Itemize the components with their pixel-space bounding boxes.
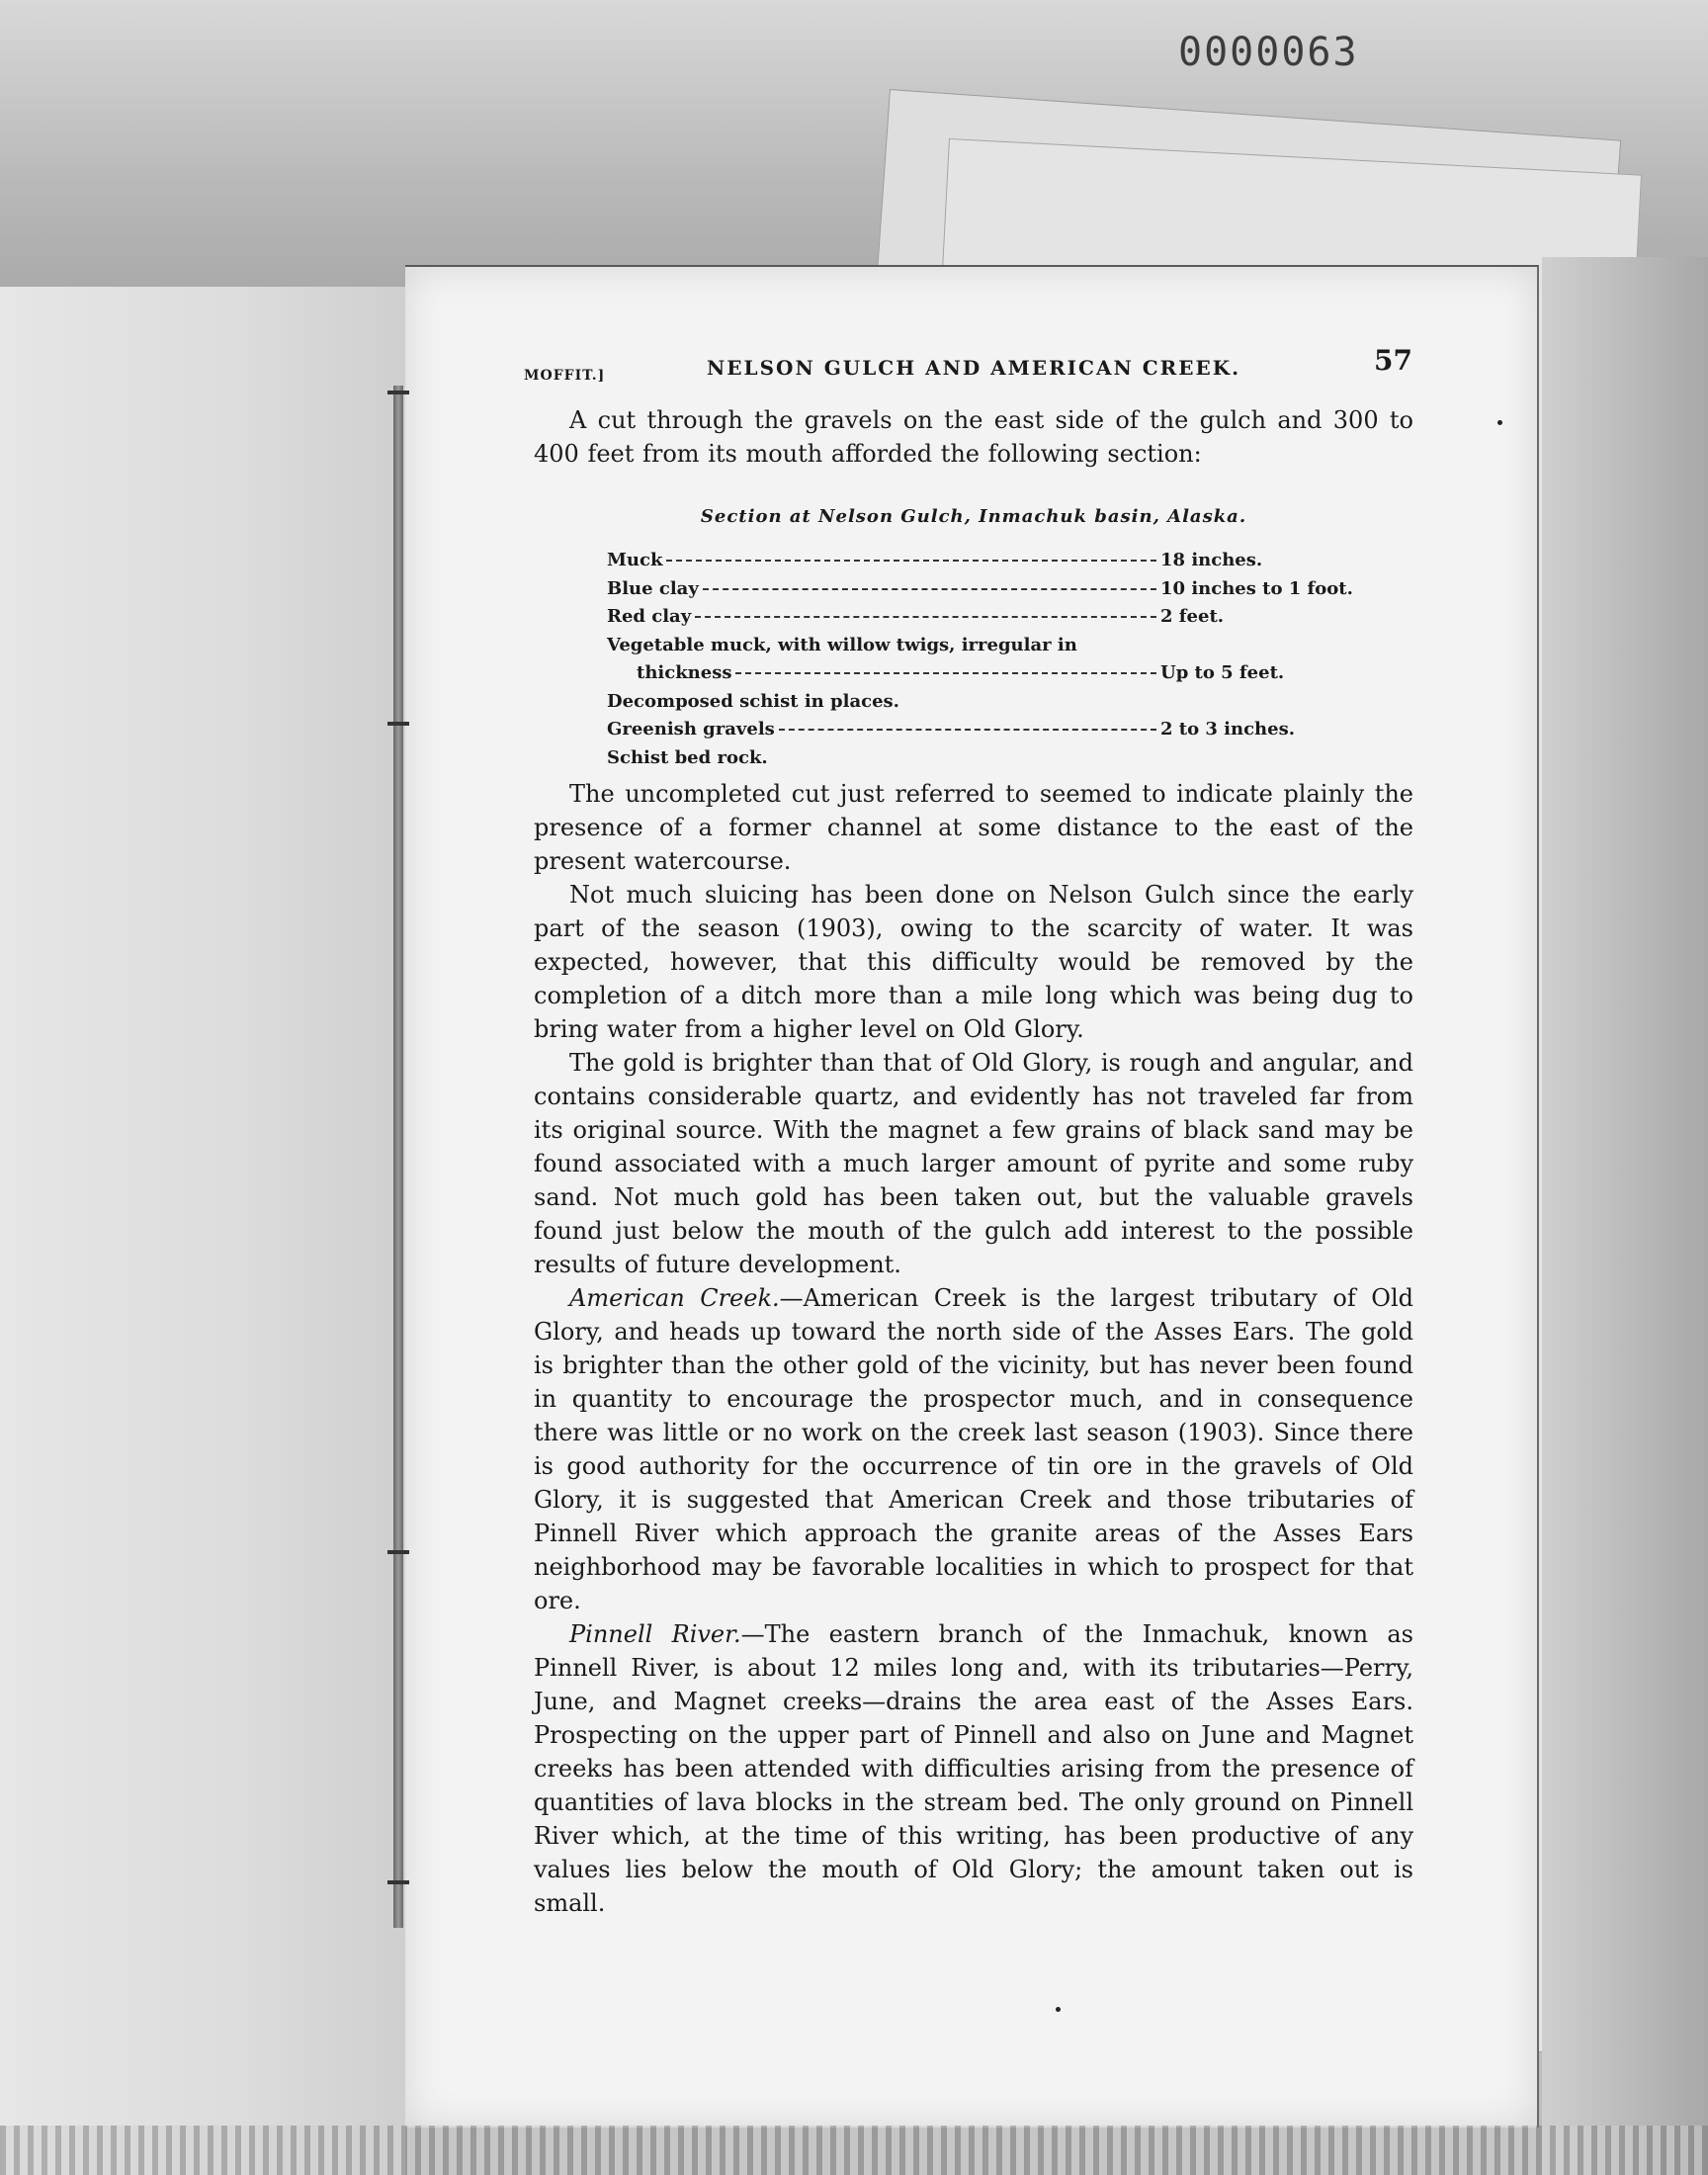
page-number: 57 <box>1374 344 1412 377</box>
section-row <box>607 550 1358 578</box>
row-value: 2 feet. <box>1160 606 1225 627</box>
paragraph-body: —American Creek is the largest tributary of Old Glory, and heads up toward the north side of the Asses Ears. The gold is brighter than the other gold of the vicinity, but has never been found in quantity to encourage the prospector much, and in consequence there was little or no work on the creek last season (1903). Since there is good authority for the occurrence of tin ore in the gravels of Old Glory, it is suggested that American Creek and those tributaries of Pinnell River which approach the granite areas of the Asses Ears neighborhood may be favorable localities in which to prospect for that ore. <box>534 1284 1413 1614</box>
row-value: 18 inches. <box>1160 550 1263 570</box>
section-row <box>607 747 1358 776</box>
intro-paragraph <box>534 403 1413 471</box>
scan-speck <box>1056 2007 1061 2012</box>
paragraph-heading: Pinnell River. <box>569 1620 741 1648</box>
body-text <box>534 777 1413 1920</box>
section-table <box>607 550 1358 775</box>
row-label: thickness <box>637 662 732 683</box>
paragraph-heading: American Creek. <box>569 1284 780 1312</box>
scan-artifact <box>0 2126 1708 2175</box>
leader-dots <box>695 616 1156 618</box>
section-row <box>607 662 1358 691</box>
row-label: Blue clay <box>607 577 699 599</box>
paragraph: The uncompleted cut just referred to seemed to indicate plainly the presence of a former channel at some distance to the east of the present watercourse. <box>534 780 1413 875</box>
running-head-title: NELSON GULCH AND AMERICAN CREEK. <box>707 356 1241 380</box>
leader-dots <box>779 729 1156 731</box>
row-label: Vegetable muck, with willow twigs, irregular in <box>607 634 1077 655</box>
intro-text: A cut through the gravels on the east side of the gulch and 300 to 400 feet from its mouth afforded the following section: <box>534 406 1413 468</box>
section-row <box>607 635 1358 663</box>
paragraph: The gold is brighter than that of Old Glory, is rough and angular, and contains considerable quartz, and evidently has not traveled far from its original source. With the magnet a few grains of black sand may be found associated with a much larger amount of pyrite and some ruby sand. Not much gold has been taken out, but the valuable gravels found just below the mouth of the gulch add interest to the possible results of future development. <box>534 1049 1413 1278</box>
row-label: Greenish gravels <box>607 719 775 740</box>
row-label: Red clay <box>607 606 692 627</box>
row-label: Schist bed rock. <box>607 746 768 768</box>
binding-mark <box>387 722 409 726</box>
row-value: 2 to 3 inches. <box>1160 719 1295 740</box>
section-row <box>607 606 1358 635</box>
row-value: Up to 5 feet. <box>1160 662 1285 683</box>
binding-spine <box>393 386 403 1928</box>
running-head-author: MOFFIT.] <box>524 368 606 384</box>
binding-mark <box>387 1550 409 1554</box>
paragraph <box>534 1281 1413 1617</box>
paragraph-body: —The eastern branch of the Inmachuk, known as Pinnell River, is about 12 miles long and, with its tributaries—Perry, June, and Magnet creeks—drains the area east of the Asses Ears. Prospecting on the upper part of Pinnell and also on June and Magnet creeks has been attended with difficulties arising from the presence of quantities of lava blocks in the stream bed. The only ground on Pinnell River which, at the time of this writing, has been productive of any values lies below the mouth of Old Glory; the amount taken out is small. <box>534 1620 1413 1917</box>
paragraph <box>534 1617 1413 1920</box>
binding-mark <box>387 391 409 394</box>
section-row <box>607 719 1358 747</box>
leader-dots <box>666 560 1156 562</box>
section-row <box>607 578 1358 607</box>
running-head <box>524 344 1413 395</box>
document-stamp-number: 0000063 <box>1178 30 1359 75</box>
row-label: Muck <box>607 550 663 570</box>
facing-page <box>0 287 405 2175</box>
section-row <box>607 691 1358 720</box>
leader-dots <box>735 672 1156 674</box>
binding-mark <box>387 1880 409 1884</box>
scan-edge <box>1542 257 1708 2175</box>
leader-dots <box>703 588 1156 590</box>
scan-speck <box>1497 420 1502 425</box>
section-title: Section at Nelson Gulch, Inmachuk basin, Alaska. <box>700 506 1247 527</box>
paragraph: Not much sluicing has been done on Nelson Gulch since the early part of the season (1903), owing to the scarcity of water. It was expected, however, that this difficulty would be removed by the completion of a ditch more than a mile long which was being dug to bring water from a higher level on Old Glory. <box>534 881 1413 1043</box>
row-label: Decomposed schist in places. <box>607 690 899 712</box>
row-value: 10 inches to 1 foot. <box>1160 577 1353 599</box>
